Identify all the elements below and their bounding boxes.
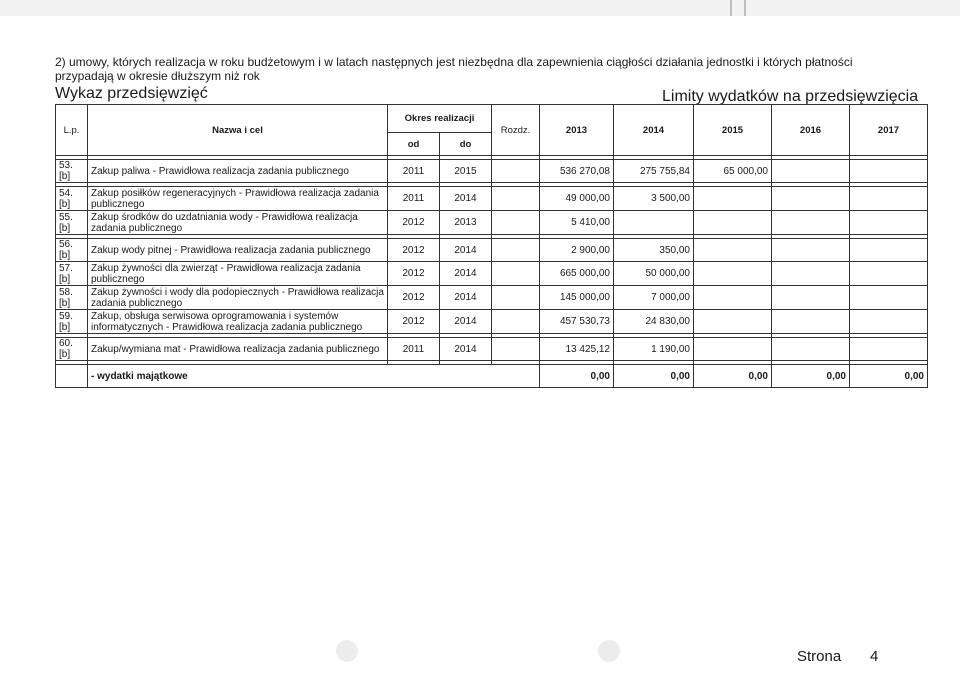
- header-2013: 2013: [540, 105, 614, 156]
- table-row: [56, 338, 928, 361]
- cell-od: 2012: [388, 239, 440, 262]
- cell-y2013: 665 000,00: [540, 262, 614, 286]
- cell-y2014: 3 500,00: [614, 187, 694, 211]
- table-row: [56, 262, 928, 286]
- cell-y2016: [772, 160, 850, 183]
- summary-y2016: 0,00: [772, 365, 850, 388]
- cell-y2014: 7 000,00: [614, 286, 694, 310]
- header-rozdz: Rozdz.: [492, 105, 540, 156]
- cell-y2016: [772, 338, 850, 361]
- cell-nazwa: Zakup żywności dla zwierząt - Prawidłowa realizacja zadania publicznego: [88, 262, 388, 286]
- cell-y2017: [850, 187, 928, 211]
- cell-od: 2011: [388, 160, 440, 183]
- cell-y2013: 457 530,73: [540, 310, 614, 334]
- table-row: [56, 211, 928, 235]
- header-lp: L.p.: [56, 105, 88, 156]
- cell-y2013: 2 900,00: [540, 239, 614, 262]
- cell-y2014: 275 755,84: [614, 160, 694, 183]
- cell-nazwa: Zakup paliwa - Prawidłowa realizacja zadania publicznego: [88, 160, 388, 183]
- cell-nazwa: Zakup środków do uzdatniania wody - Prawidłowa realizacja zadania publicznego: [88, 211, 388, 235]
- cell-od: 2012: [388, 262, 440, 286]
- cell-y2013: 13 425,12: [540, 338, 614, 361]
- header-2017: 2017: [850, 105, 928, 156]
- cell-y2014: 1 190,00: [614, 338, 694, 361]
- header-okres: Okres realizacji: [388, 105, 492, 133]
- cell-do: 2014: [440, 310, 492, 334]
- cell-do: 2014: [440, 338, 492, 361]
- table-row: [56, 286, 928, 310]
- cell-lp: 59.[b]: [56, 310, 88, 334]
- table-row: [56, 187, 928, 211]
- cell-lp: 53.[b]: [56, 160, 88, 183]
- cell-y2017: [850, 211, 928, 235]
- cell-rozdz: [492, 286, 540, 310]
- cell-y2017: [850, 160, 928, 183]
- scan-hole-mark: [598, 640, 620, 662]
- cell-y2014: 350,00: [614, 239, 694, 262]
- table-row: [56, 160, 928, 183]
- cell-y2017: [850, 310, 928, 334]
- cell-y2015: [694, 239, 772, 262]
- cell-od: 2012: [388, 211, 440, 235]
- cell-lp: 58.[b]: [56, 286, 88, 310]
- cell-nazwa: Zakup posiłków regeneracyjnych - Prawidłowa realizacja zadania publicznego: [88, 187, 388, 211]
- cell-lp: 57.[b]: [56, 262, 88, 286]
- cell-y2014: [614, 211, 694, 235]
- cell-y2013: 5 410,00: [540, 211, 614, 235]
- cell-y2015: [694, 310, 772, 334]
- cell-do: 2013: [440, 211, 492, 235]
- cell-y2016: [772, 239, 850, 262]
- cell-y2015: [694, 338, 772, 361]
- cell-y2014: 50 000,00: [614, 262, 694, 286]
- cell-y2016: [772, 211, 850, 235]
- cell-rozdz: [492, 310, 540, 334]
- header-do: do: [440, 133, 492, 156]
- cell-y2016: [772, 310, 850, 334]
- page-heading: 2) umowy, których realizacja w roku budżetowym i w latach następnych jest niezbędna dla zapewnienia ciągłości działania jednostki i których płatności przypadają w okresie dłuższym niż rok: [55, 55, 853, 83]
- cell-y2013: 145 000,00: [540, 286, 614, 310]
- header-od: od: [388, 133, 440, 156]
- cell-y2014: 24 830,00: [614, 310, 694, 334]
- cell-y2013: 49 000,00: [540, 187, 614, 211]
- scan-mark: [730, 0, 732, 16]
- cell-y2017: [850, 239, 928, 262]
- summary-row: [56, 365, 928, 388]
- cell-y2015: [694, 286, 772, 310]
- header-nazwa: Nazwa i cel: [88, 105, 388, 156]
- cell-y2015: [694, 262, 772, 286]
- projects-table: [55, 104, 928, 388]
- table-row: [56, 310, 928, 334]
- summary-y2014: 0,00: [614, 365, 694, 388]
- cell-rozdz: [492, 211, 540, 235]
- cell-od: 2011: [388, 187, 440, 211]
- cell-y2017: [850, 262, 928, 286]
- cell-od: 2012: [388, 286, 440, 310]
- cell-nazwa: Zakup/wymiana mat - Prawidłowa realizacja zadania publicznego: [88, 338, 388, 361]
- cell-empty: [56, 365, 88, 388]
- cell-od: 2012: [388, 310, 440, 334]
- cell-y2017: [850, 338, 928, 361]
- cell-lp: 54.[b]: [56, 187, 88, 211]
- page-footer-label: Strona: [797, 648, 842, 665]
- scan-mark: [744, 0, 746, 16]
- section-title-right: Limity wydatków na przedsięwzięcia: [662, 88, 919, 105]
- summary-label: - wydatki majątkowe: [88, 365, 540, 388]
- section-title-left: Wykaz przedsięwzięć: [55, 85, 208, 102]
- cell-do: 2014: [440, 262, 492, 286]
- summary-y2017: 0,00: [850, 365, 928, 388]
- header-2016: 2016: [772, 105, 850, 156]
- header-2014: 2014: [614, 105, 694, 156]
- cell-nazwa: Zakup wody pitnej - Prawidłowa realizacja zadania publicznego: [88, 239, 388, 262]
- cell-y2017: [850, 286, 928, 310]
- cell-y2013: 536 270,08: [540, 160, 614, 183]
- scan-hole-mark: [336, 640, 358, 662]
- cell-nazwa: Zakup, obsługa serwisowa oprogramowania i systemów informatycznych - Prawidłowa realizacja zadania publicznego: [88, 310, 388, 334]
- cell-y2016: [772, 262, 850, 286]
- cell-do: 2014: [440, 286, 492, 310]
- cell-rozdz: [492, 160, 540, 183]
- header-2015: 2015: [694, 105, 772, 156]
- cell-od: 2011: [388, 338, 440, 361]
- cell-y2015: [694, 211, 772, 235]
- cell-lp: 56.[b]: [56, 239, 88, 262]
- cell-rozdz: [492, 239, 540, 262]
- cell-lp: 55.[b]: [56, 211, 88, 235]
- cell-lp: 60.[b]: [56, 338, 88, 361]
- cell-y2015: 65 000,00: [694, 160, 772, 183]
- summary-y2015: 0,00: [694, 365, 772, 388]
- cell-rozdz: [492, 262, 540, 286]
- summary-y2013: 0,00: [540, 365, 614, 388]
- cell-y2015: [694, 187, 772, 211]
- page-number: 4: [870, 648, 879, 665]
- cell-y2016: [772, 286, 850, 310]
- cell-do: 2014: [440, 187, 492, 211]
- cell-y2016: [772, 187, 850, 211]
- cell-do: 2015: [440, 160, 492, 183]
- cell-nazwa: Zakup żywności i wody dla podopiecznych - Prawidłowa realizacja zadania publicznego: [88, 286, 388, 310]
- table-row: [56, 239, 928, 262]
- scan-top-band: [0, 0, 960, 16]
- cell-rozdz: [492, 187, 540, 211]
- cell-rozdz: [492, 338, 540, 361]
- cell-do: 2014: [440, 239, 492, 262]
